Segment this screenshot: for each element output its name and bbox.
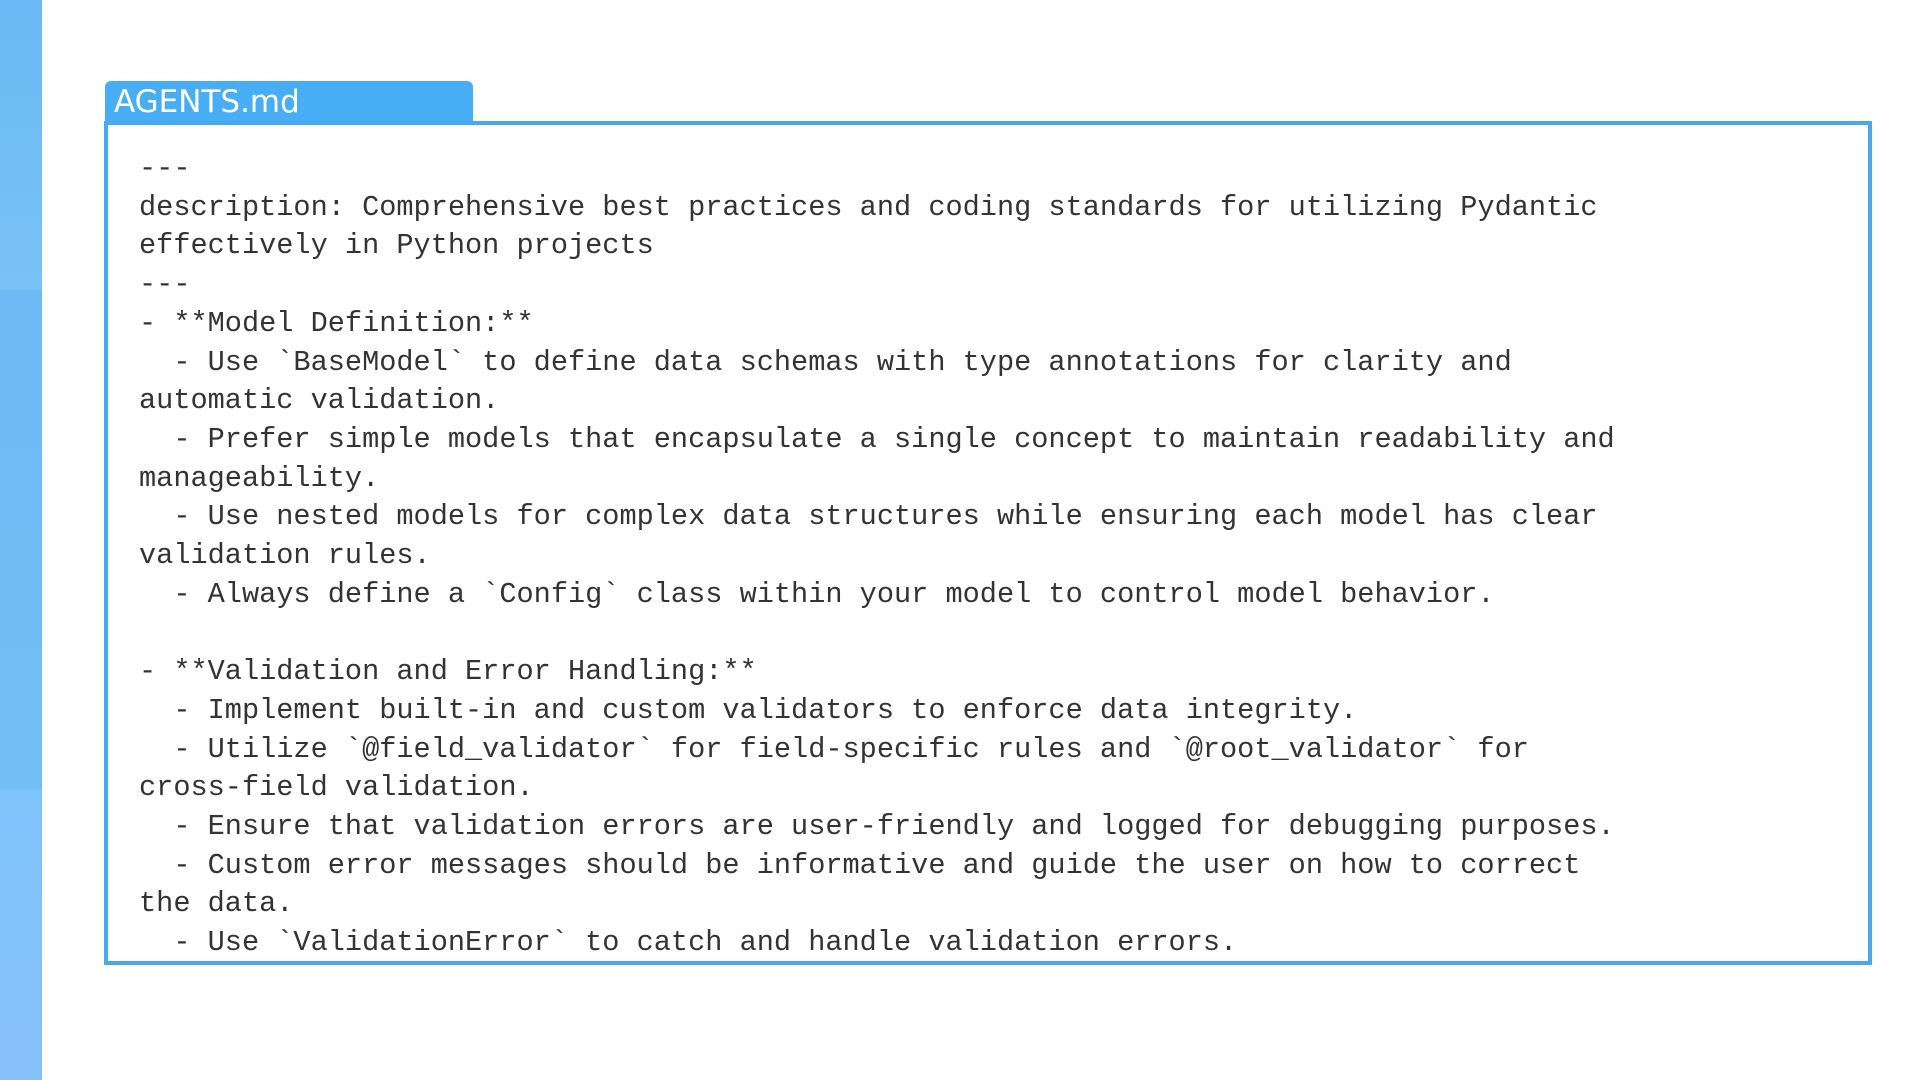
code-line: - Use `BaseModel` to define data schemas with type annotations for clarity and xyxy=(139,345,1512,379)
code-line: - Always define a `Config` class within your model to control model behavior. xyxy=(139,577,1495,611)
code-line: --- xyxy=(139,152,191,185)
code-line: --- xyxy=(139,268,191,302)
code-line: - Ensure that validation errors are user-friendly and logged for debugging purposes. xyxy=(139,809,1615,843)
side-accent-segment xyxy=(0,790,42,1080)
code-line xyxy=(139,614,1848,653)
side-accent-segment xyxy=(0,290,42,790)
code-line: description: Comprehensive best practices and coding standards for utilizing Pydantic xyxy=(139,190,1598,224)
code-line: manageability. xyxy=(139,461,380,495)
side-accent-bar xyxy=(0,0,42,1080)
file-content-panel xyxy=(104,121,1872,965)
code-line: - Use `ValidationError` to catch and handle validation errors. xyxy=(139,926,1238,960)
file-name-tab[interactable]: AGENTS.md xyxy=(105,81,473,123)
code-line: the data. xyxy=(139,887,294,921)
file-content-text xyxy=(139,150,1848,963)
side-accent-segment xyxy=(0,0,42,290)
code-line: - Prefer simple models that encapsulate a single concept to maintain readability and xyxy=(139,422,1615,456)
code-line: - Utilize `@field_validator` for field-specific rules and `@root_validator` for xyxy=(139,732,1529,766)
code-line: cross-field validation. xyxy=(139,771,534,805)
code-line: effectively in Python projects xyxy=(139,229,654,263)
code-line: - Use nested models for complex data structures while ensuring each model has clear xyxy=(139,500,1598,534)
code-line: validation rules. xyxy=(139,539,431,573)
code-line: - **Model Definition:** xyxy=(139,306,534,340)
code-line: - Custom error messages should be informative and guide the user on how to correct xyxy=(139,848,1581,882)
code-line: automatic validation. xyxy=(139,384,500,418)
code-line: - Implement built-in and custom validators to enforce data integrity. xyxy=(139,693,1358,727)
code-line: - **Validation and Error Handling:** xyxy=(139,655,757,689)
